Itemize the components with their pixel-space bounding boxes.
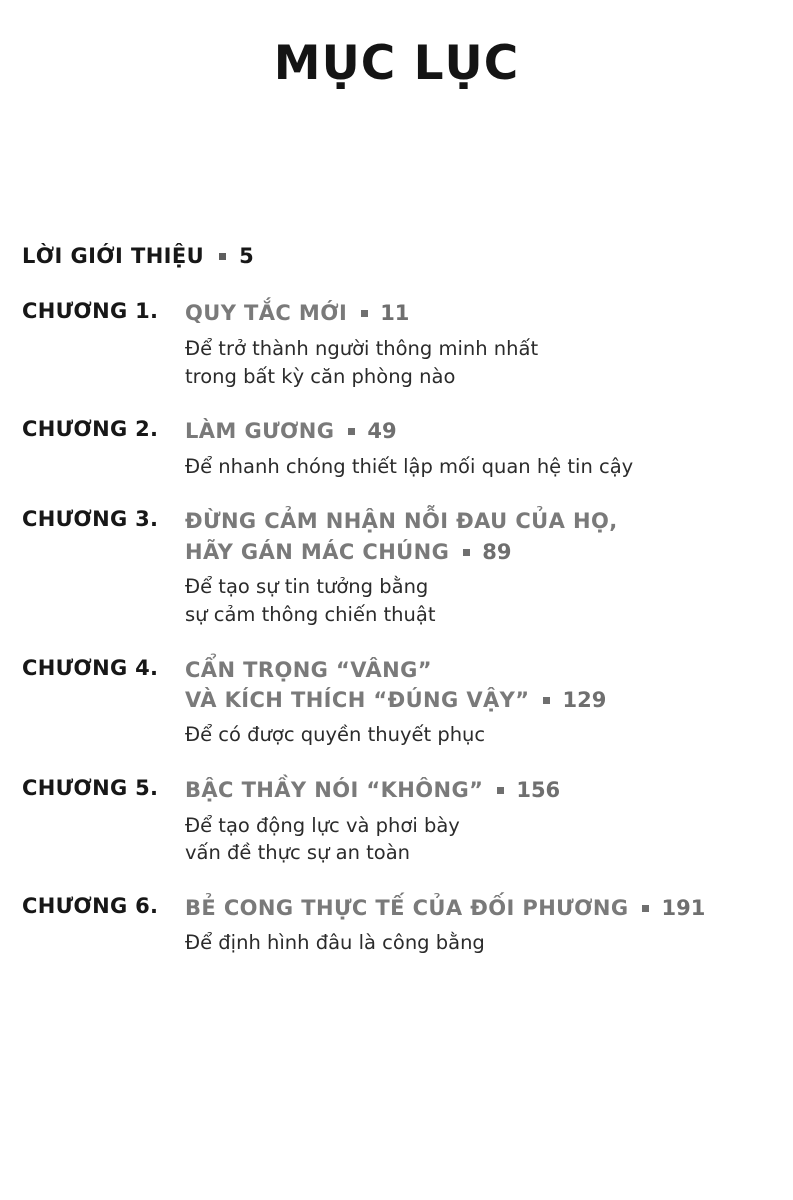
chapter-page-number: 129 xyxy=(562,688,607,713)
chapter-title-line xyxy=(185,537,773,567)
toc-entry-chapter-4[interactable] xyxy=(22,655,773,750)
chapter-subtitle xyxy=(185,573,773,628)
chapter-subtitle xyxy=(185,929,773,957)
chapter-subtitle-line: Để có được quyền thuyết phục xyxy=(185,723,486,747)
square-bullet-icon xyxy=(642,905,649,912)
toc-entry-chapter-2[interactable] xyxy=(22,416,773,480)
chapter-page-number: 191 xyxy=(661,895,706,920)
chapter-title: LÀM GƯƠNG xyxy=(185,419,335,444)
toc-entry-introduction[interactable] xyxy=(22,244,773,268)
chapter-label: CHƯƠNG 3. xyxy=(22,507,159,532)
chapter-title: CẨN TRỌNG “VÂNG” xyxy=(185,657,432,682)
chapter-body xyxy=(185,893,773,957)
chapter-page-number: 156 xyxy=(516,778,561,803)
chapter-body xyxy=(185,416,773,480)
square-bullet-icon xyxy=(497,787,504,794)
chapter-label: CHƯƠNG 2. xyxy=(22,417,159,442)
chapter-body xyxy=(185,775,773,867)
table-of-contents xyxy=(0,244,793,957)
chapter-label: CHƯƠNG 1. xyxy=(22,299,159,324)
chapter-subtitle-line: Để định hình đâu là công bằng xyxy=(185,931,485,955)
square-bullet-icon xyxy=(219,253,226,260)
square-bullet-icon xyxy=(348,428,355,435)
toc-entry-chapter-5[interactable] xyxy=(22,775,773,867)
chapter-label: CHƯƠNG 5. xyxy=(22,776,159,801)
chapter-body xyxy=(185,298,773,390)
chapter-page-number: 11 xyxy=(380,301,410,326)
chapter-title-line xyxy=(185,685,773,715)
introduction-page-number: 5 xyxy=(239,244,254,269)
square-bullet-icon xyxy=(543,697,550,704)
introduction-label: LỜI GIỚI THIỆU xyxy=(22,244,205,269)
chapter-page-number: 49 xyxy=(367,419,397,444)
chapter-title: BẺ CONG THỰC TẾ CỦA ĐỐI PHƯƠNG xyxy=(185,895,629,920)
chapter-title: ĐỪNG CẢM NHẬN NỖI ĐAU CỦA HỌ, xyxy=(185,509,618,534)
chapter-subtitle xyxy=(185,453,773,481)
square-bullet-icon xyxy=(463,549,470,556)
chapter-title-line xyxy=(185,893,773,923)
chapter-subtitle-line: trong bất kỳ căn phòng nào xyxy=(185,364,456,388)
chapter-title: VÀ KÍCH THÍCH “ĐÚNG VẬY” xyxy=(185,688,530,713)
chapter-subtitle-line: Để trở thành người thông minh nhất xyxy=(185,336,539,360)
chapter-title: BẬC THẦY NÓI “KHÔNG” xyxy=(185,778,484,803)
toc-entry-chapter-6[interactable] xyxy=(22,893,773,957)
chapter-label: CHƯƠNG 4. xyxy=(22,655,159,680)
chapter-title: QUY TẮC MỚI xyxy=(185,301,348,326)
chapter-subtitle-line: Để tạo động lực và phơi bày xyxy=(185,813,460,837)
chapter-subtitle-line: sự cảm thông chiến thuật xyxy=(185,602,436,626)
chapter-subtitle xyxy=(185,721,773,749)
chapter-subtitle-line: Để nhanh chóng thiết lập mối quan hệ tin cậy xyxy=(185,454,634,478)
square-bullet-icon xyxy=(361,310,368,317)
chapter-body xyxy=(185,506,773,628)
toc-entry-chapter-3[interactable] xyxy=(22,506,773,628)
chapter-subtitle-line: Để tạo sự tin tưởng bằng xyxy=(185,575,429,599)
chapter-title-line xyxy=(185,298,773,328)
chapter-subtitle xyxy=(185,812,773,867)
chapter-title-line xyxy=(185,655,773,685)
chapter-title: HÃY GÁN MÁC CHÚNG xyxy=(185,539,450,564)
chapter-label: CHƯƠNG 6. xyxy=(22,893,159,918)
toc-entry-chapter-1[interactable] xyxy=(22,298,773,390)
chapter-title-line xyxy=(185,775,773,805)
page-title: MỤC LỤC xyxy=(273,36,520,91)
chapter-body xyxy=(185,655,773,750)
chapter-subtitle-line: vấn đề thực sự an toàn xyxy=(185,841,411,865)
chapter-title-line xyxy=(185,506,773,536)
chapter-subtitle xyxy=(185,335,773,390)
chapter-page-number: 89 xyxy=(482,539,512,564)
chapter-title-line xyxy=(185,416,773,446)
